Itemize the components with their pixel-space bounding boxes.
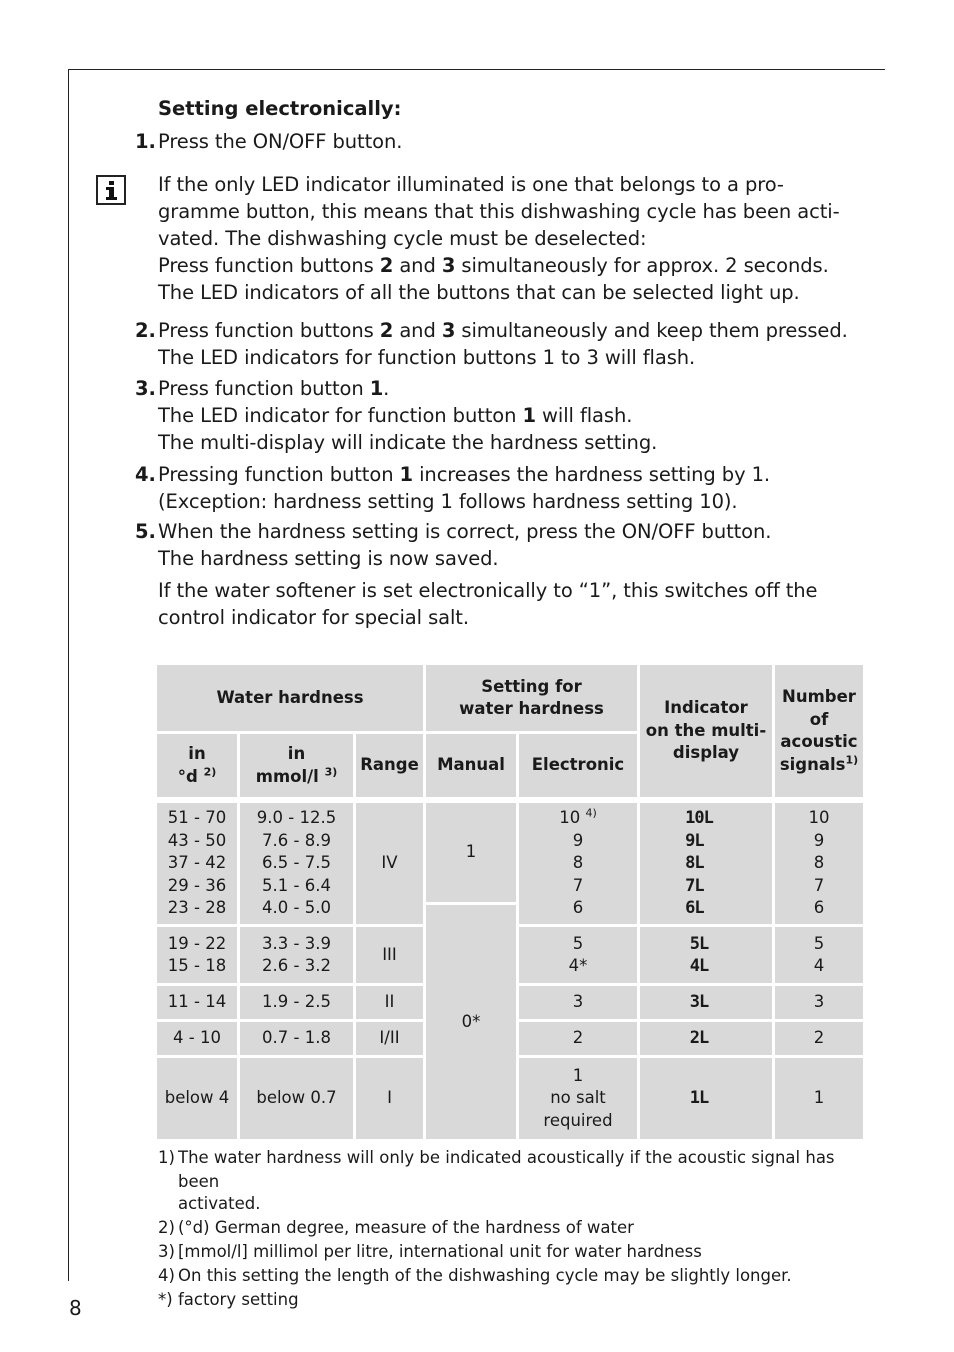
signals-cell: 3 [775, 986, 863, 1019]
left-rule [68, 69, 69, 1281]
step-number: 3. [135, 377, 156, 400]
footnote: 4) On this setting the length of the dishwashing cycle may be slightly longer. [158, 1266, 792, 1285]
electronic-cell: 3 [519, 986, 637, 1019]
salt-note: If the water softener is set electronically to “1”, this switches off the control indicator for special salt. [158, 579, 818, 629]
mmol-cell: below 0.7 [240, 1058, 353, 1139]
step-text: Press function buttons 2 and 3 simultaneously and keep them pressed. [158, 319, 848, 342]
range-cell: I [356, 1058, 423, 1139]
header-range: Range [356, 734, 423, 797]
header-setting: Setting for water hardness [426, 665, 637, 731]
display-code: 3L [689, 992, 709, 1013]
display-cell [640, 803, 772, 924]
step-text: Pressing function button 1 increases the hardness setting by 1. [158, 463, 771, 486]
header-deg: in °d $^{2)}$ [157, 734, 237, 797]
manual-cell: 0* [426, 905, 516, 1139]
step-text: Press function button 1. [158, 377, 390, 400]
footnote: 1) The water hardness will only be indicated acoustically if the acoustic signal has been activated. [158, 1148, 835, 1213]
display-cell [640, 986, 772, 1019]
footnote: 2) (°d) German degree, measure of the hardness of water [158, 1218, 634, 1237]
range-cell: II [356, 986, 423, 1019]
electronic-cell: 2 [519, 1022, 637, 1055]
info-line: The LED indicators of all the buttons that can be selected light up. [158, 281, 800, 304]
section-heading: Setting electronically: [158, 97, 402, 120]
mmol-cell: 9.0 - 12.5 7.6 - 8.9 6.5 - 7.5 5.1 - 6.4 4.0 - 5.0 [240, 803, 353, 924]
display-code: 1L [689, 1088, 709, 1109]
step-text: When the hardness setting is correct, press the ON/OFF button. [158, 520, 772, 543]
display-cell [640, 927, 772, 983]
electronic-cell: 1 no salt required [519, 1058, 637, 1139]
water-hardness-table [157, 665, 863, 1139]
info-icon [96, 175, 126, 205]
range-cell: I/II [356, 1022, 423, 1055]
deg-cell: 11 - 14 [157, 986, 237, 1019]
footnote: 3) [mmol/l] millimol per litre, international unit for water hardness [158, 1242, 702, 1261]
display-code: 9L [685, 830, 704, 851]
info-line: gramme button, this means that this dishwashing cycle has been acti- [158, 200, 840, 223]
step-3 [135, 375, 875, 456]
step-number: 5. [135, 520, 156, 543]
info-line: If the only LED indicator illuminated is one that belongs to a pro- [158, 173, 784, 196]
signals-cell: 10 9 8 7 6 [775, 803, 863, 924]
step-number: 1. [135, 130, 156, 153]
top-rule [68, 69, 885, 70]
mmol-cell: 0.7 - 1.8 [240, 1022, 353, 1055]
info-line: Press function buttons 2 and 3 simultaneously for approx. 2 seconds. [158, 254, 829, 277]
display-code: 6L [685, 898, 704, 919]
header-signals: Number of acoustic signals$^{1)}$ [775, 665, 863, 797]
display-cell [640, 1022, 772, 1055]
signals-cell: 2 [775, 1022, 863, 1055]
deg-cell: 4 - 10 [157, 1022, 237, 1055]
header-electronic: Electronic [519, 734, 637, 797]
info-block [158, 171, 878, 306]
manual-cell: 1 [426, 803, 516, 902]
info-line: vated. The dishwashing cycle must be deselected: [158, 227, 647, 250]
footnotes [158, 1146, 878, 1312]
display-cell [640, 1058, 772, 1139]
step-5 [135, 518, 875, 572]
header-water-hardness: Water hardness [157, 665, 423, 731]
step-text: (Exception: hardness setting 1 follows hardness setting 10). [158, 490, 738, 513]
step-number: 2. [135, 319, 156, 342]
step-text: The LED indicator for function button 1 will flash. [158, 404, 633, 427]
range-cell: III [356, 927, 423, 983]
display-code: 2L [689, 1028, 709, 1049]
step-2 [135, 317, 875, 371]
display-code: 7L [685, 875, 704, 896]
page-number: 8 [69, 1296, 82, 1320]
header-manual: Manual [426, 734, 516, 797]
step-text: Press the ON/OFF button. [158, 130, 403, 153]
header-indicator: Indicator on the multi- display [640, 665, 772, 797]
range-cell: IV [356, 803, 423, 924]
step-text: The multi-display will indicate the hardness setting. [158, 431, 658, 454]
display-code: 5L [689, 933, 709, 954]
display-code: 10L [685, 808, 713, 829]
footnote: *) factory setting [158, 1290, 299, 1309]
header-mmol: in mmol/l $^{3)}$ [240, 734, 353, 797]
step-1 [135, 128, 875, 155]
deg-cell: 19 - 22 15 - 18 [157, 927, 237, 983]
electronic-cell: 5 4* [519, 927, 637, 983]
deg-cell: 51 - 70 43 - 50 37 - 42 29 - 36 23 - 28 [157, 803, 237, 924]
step-text: The hardness setting is now saved. [158, 547, 499, 570]
deg-cell: below 4 [157, 1058, 237, 1139]
display-code: 4L [689, 956, 709, 976]
step-4 [135, 461, 875, 515]
mmol-cell: 1.9 - 2.5 [240, 986, 353, 1019]
display-code: 8L [685, 853, 704, 874]
signals-cell: 1 [775, 1058, 863, 1139]
step-number: 4. [135, 463, 156, 486]
electronic-cell: 10 $^{4)}$ 9 8 7 6 [519, 803, 637, 924]
step-text: The LED indicators for function buttons 1 to 3 will flash. [158, 346, 696, 369]
mmol-cell: 3.3 - 3.9 2.6 - 3.2 [240, 927, 353, 983]
signals-cell: 5 4 [775, 927, 863, 983]
